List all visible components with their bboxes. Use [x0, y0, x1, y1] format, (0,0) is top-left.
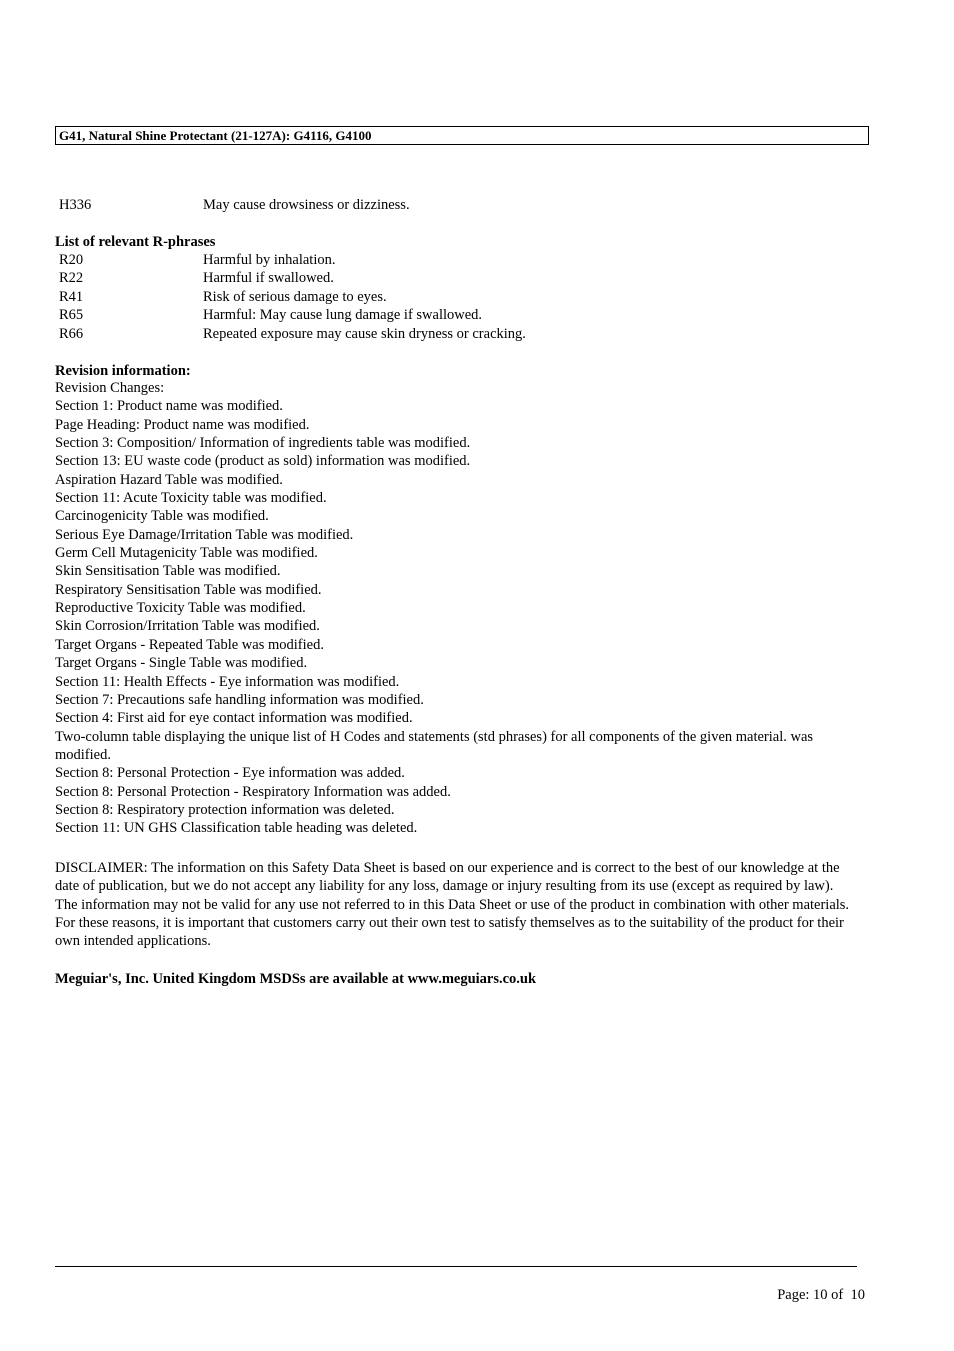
list-item: Aspiration Hazard Table was modified. [55, 471, 283, 488]
list-item: Section 8: Respiratory protection information was deleted. [55, 801, 395, 818]
document-header-title: G41, Natural Shine Protectant (21-127A): G4116, G4100 [55, 126, 869, 145]
list-item: Section 8: Personal Protection - Respiratory Information was added. [55, 783, 451, 800]
list-item: Section 7: Precautions safe handling information was modified. [55, 691, 424, 708]
h-text: May cause drowsiness or dizziness. [203, 197, 410, 213]
r-code: R66 [59, 326, 84, 342]
revision-heading: Revision information: [55, 363, 191, 379]
r-text: Harmful: May cause lung damage if swallowed. [203, 307, 483, 323]
r-code: R65 [59, 307, 84, 323]
list-item: Skin Sensitisation Table was modified. [55, 563, 281, 580]
r-text: Harmful by inhalation. [203, 252, 336, 268]
page-number: Page: 10 of 10 [777, 1287, 865, 1303]
r-code: R41 [59, 289, 84, 305]
list-item: Target Organs - Repeated Table was modified. [55, 636, 324, 653]
r-text: Risk of serious damage to eyes. [203, 289, 387, 305]
list-item: Section 11: Health Effects - Eye information was modified. [55, 673, 400, 690]
list-item: Section 3: Composition/ Information of ingredients table was modified. [55, 435, 471, 452]
availability-note: Meguiar's, Inc. United Kingdom MSDSs are available at www.meguiars.co.uk [55, 971, 537, 987]
list-item: Skin Corrosion/Irritation Table was modified. [55, 618, 320, 635]
r-code: R20 [59, 252, 84, 268]
list-item: Respiratory Sensitisation Table was modified. [55, 581, 322, 598]
list-item: Carcinogenicity Table was modified. [55, 508, 269, 525]
list-item: Reproductive Toxicity Table was modified. [55, 600, 306, 617]
r-text: Harmful if swallowed. [203, 270, 334, 286]
list-item: Section 4: First aid for eye contact information was modified. [55, 710, 413, 727]
footer-divider [55, 1266, 857, 1267]
list-item: Section 11: UN GHS Classification table heading was deleted. [55, 820, 418, 837]
list-item: Germ Cell Mutagenicity Table was modified. [55, 545, 318, 562]
revision-changes-list [55, 379, 845, 838]
disclaimer-paragraph: DISCLAIMER: The information on this Safety Data Sheet is based on our experience and is correct to the best of our knowledge at the date of publication, but we do not accept any liability for any loss, damage or injury resulting from its use (except as required by law). The information may not be valid for any use not referred to in this Data Sheet or use of the product in combination with other materials. For these reasons, it is important that customers carry out their own test to satisfy themselves as to the suitability of the product for their own intended applications. [55, 860, 850, 950]
list-item: Section 1: Product name was modified. [55, 398, 283, 415]
list-item: Section 13: EU waste code (product as sold) information was modified. [55, 453, 471, 470]
h-code: H336 [59, 197, 92, 213]
list-item: Target Organs - Single Table was modified. [55, 655, 308, 672]
r-text: Repeated exposure may cause skin dryness or cracking. [203, 326, 526, 342]
list-item: Two-column table displaying the unique list of H Codes and statements (std phrases) for all components of the given material. was modified. [55, 728, 814, 763]
list-item: Section 11: Acute Toxicity table was modified. [55, 490, 327, 507]
list-item: Page Heading: Product name was modified. [55, 416, 310, 433]
r-code: R22 [59, 270, 84, 286]
list-item: Serious Eye Damage/Irritation Table was modified. [55, 526, 354, 543]
list-item: Section 8: Personal Protection - Eye information was added. [55, 765, 405, 782]
list-item: Revision Changes: [55, 380, 165, 396]
r-phrases-heading: List of relevant R-phrases [55, 234, 216, 250]
